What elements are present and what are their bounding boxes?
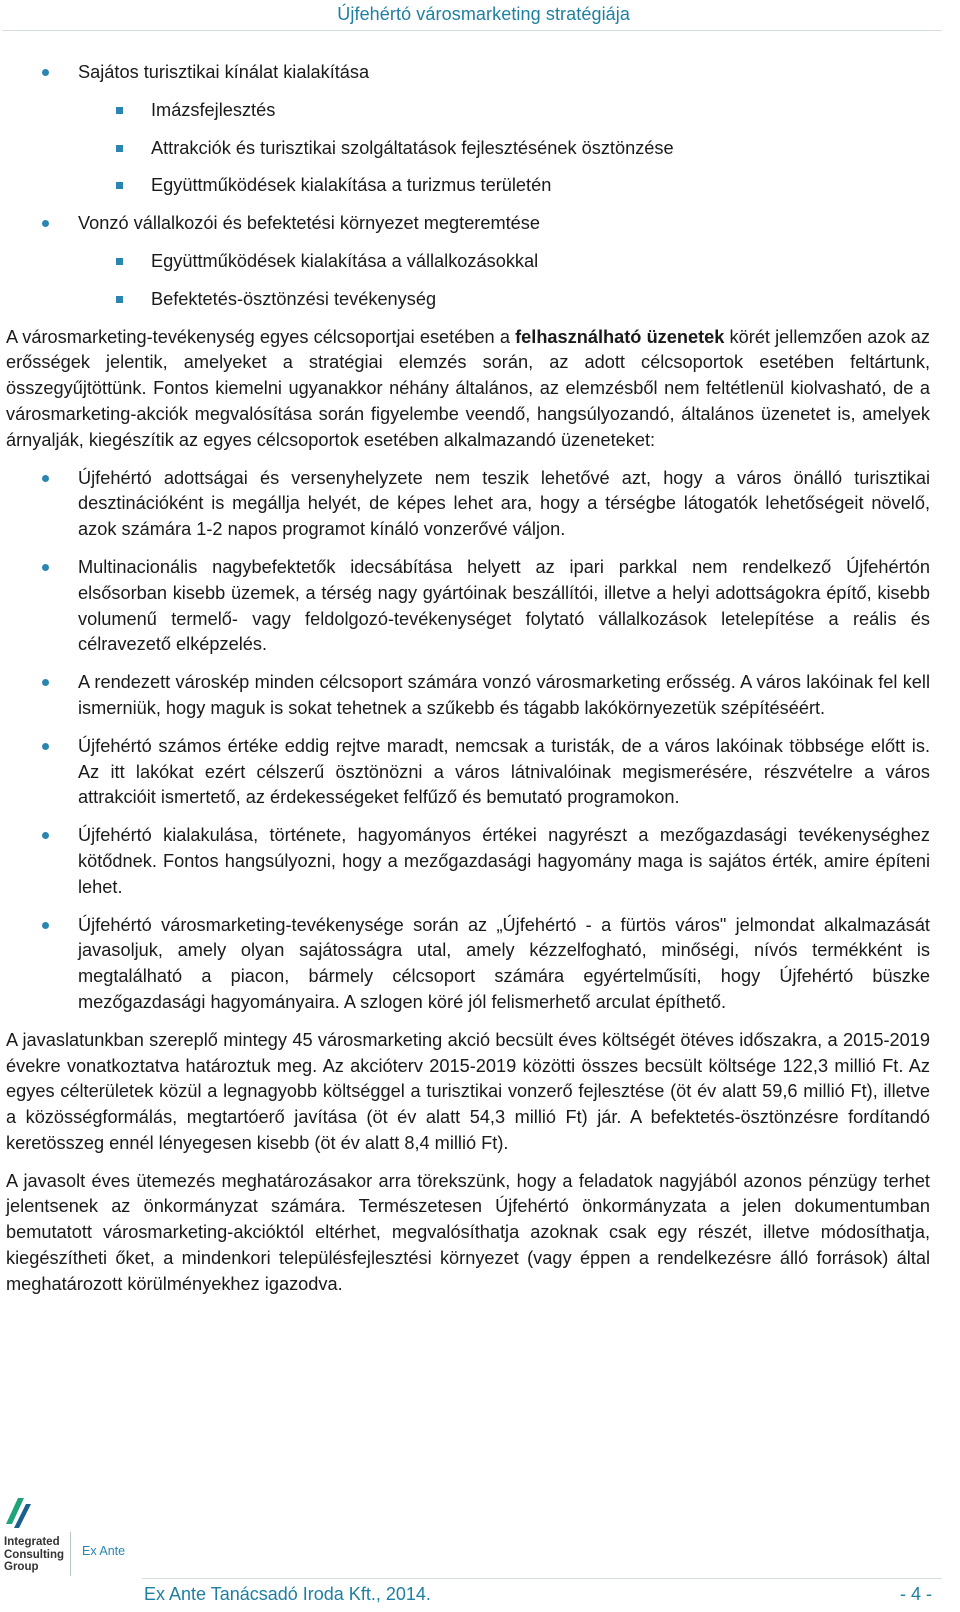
outline-sublist <box>6 98 930 199</box>
outline-subitem: Imázsfejlesztés <box>6 98 930 124</box>
footer-company: Ex Ante Tanácsadó Iroda Kft., 2014. <box>144 1584 431 1604</box>
message-item: Újfehértó városmarketing-tevékenysége során az „Újfehértó - a fürtös város" jelmondat alkalmazását javasoljuk, amely olyan sajátosságra utal, amely kézzelfogható, minőségi, nívós termékként is megtalálható a piacon, bármely célcsoport számára egyértelműsíti, hogy Újfehértó büszke mezőgazdasági hagyományaira. A szlogen köré jól felismerhető arculat építhető. <box>6 913 930 1016</box>
outline-sublist <box>6 249 930 313</box>
outline-item-text: Vonzó vállalkozói és befektetési környezet megteremtése <box>6 211 930 237</box>
footer-divider <box>142 1578 942 1579</box>
running-header: Újfehértó városmarketing stratégiája <box>337 4 630 24</box>
logo-line: Integrated <box>4 1536 60 1548</box>
outline-item <box>6 60 930 199</box>
intro-text-end: körét jellemzően azok az erősségek jelentik, amelyeket a stratégiai elemzés során, az adott célcsoportok esetében feltártunk, összegyűjtöttünk. Fontos kiemelni ugyanakkor néhány általános, az elemzésből nem feltétlenül kiolvasható, de a városmarketing-akciók megvalósítása során figyelembe veendő, hangsúlyozandó, általános üzenetet is, amelyek árnyalják, kiegészítik az egyes célcsoportok esetében alkalmazandó üzeneteket: <box>6 326 930 450</box>
icg-logo-icon <box>4 1494 32 1532</box>
message-item: A rendezett városkép minden célcsoport számára vonzó városmarketing erősség. A város lakóinak fel kell ismerniük, hogy maguk is sokat tehetnek a szűkebb és tágabb lakókörnyezetük szépítéséért. <box>6 670 930 722</box>
outline-subitem: Együttműködések kialakítása a turizmus területén <box>6 173 930 199</box>
budget-paragraph: A javaslatunkban szereplő mintegy 45 városmarketing akció becsült éves költségét ötéves időszakra, a 2015-2019 évekre vonatkoztatva határoztuk meg. Az akcióterv 2015-2019 közötti összes becsült költsége 122,3 millió Ft. Az egyes célterületek közül a legnagyobb költséggel a turisztikai vonzerő fejlesztése (öt év alatt 59,6 millió Ft), illetve a közösségformálás, megtartóerő javítása (öt év alatt 54,3 millió Ft) jár. A befektetés-ösztönzésre fordítandó keretösszeg ennél lényegesen kisebb (öt év alatt 8,4 millió Ft). <box>6 1029 930 1153</box>
outline-subitem: Együttműködések kialakítása a vállalkozásokkal <box>6 249 930 275</box>
outline-subitem: Befektetés-ösztönzési tevékenység <box>6 287 930 313</box>
logo-line: Consulting <box>4 1548 65 1561</box>
logo-divider <box>70 1532 71 1576</box>
outline-item <box>6 211 930 312</box>
logo-brand: Ex Ante <box>82 1544 126 1558</box>
goal-outline <box>6 60 930 313</box>
logo-wordmark <box>4 1536 64 1574</box>
header-divider <box>2 30 942 31</box>
outline-subitem: Attrakciók és turisztikai szolgáltatások fejlesztésének ösztönzése <box>6 136 930 162</box>
scheduling-paragraph: A javasolt éves ütemezés meghatározásakor arra törekszünk, hogy a feladatok nagyjából azonos pénzügy terhet jelentsenek az önkormányzat számára. Természetesen Újfehértó önkormányzata a jelen dokumentumban bemutatott városmarketing-akcióktól eltérhet, megvalósíthatja azoknak csak egy részét, illetve módosíthatja, kiegészítheti őket, a mindenkori településfejlesztési környezet (vagy éppen a rendelkezésre álló források) által meghatározott körülményekhez igazodva. <box>6 1170 930 1294</box>
document-body <box>6 60 930 1310</box>
message-list <box>6 466 930 1016</box>
page-number: - 4 - <box>899 1584 932 1604</box>
outline-item-text: Sajátos turisztikai kínálat kialakítása <box>6 60 930 86</box>
intro-text-start: A városmarketing-tevékenység egyes célcsoportjai esetében a <box>6 326 516 347</box>
intro-bold-phrase: felhasználható üzenetek <box>515 326 725 347</box>
page-footer <box>0 1492 960 1612</box>
message-item: Újfehértó adottságai és versenyhelyzete nem teszik lehetővé azt, hogy a város önálló turisztikai desztinációként is megállja helyét, de képes lehet ara, hogy a térségbe látogatók lehetőségeit növelő, azok számára 1-2 napos programot kínáló vonzerővé váljon. <box>6 466 930 543</box>
logo-line: Group <box>4 1561 39 1573</box>
message-item: Újfehértó számos értéke eddig rejtve maradt, nemcsak a turisták, de a város lakóinak többsége előtt is. Az itt lakókat ezért célszerű ösztönözni a város látnivalóinak megismerésére, részvételre a város attrakcióit ismertető, az érdekességeket felfűző és bemutató programokon. <box>6 734 930 811</box>
message-item: Újfehértó kialakulása, története, hagyományos értékei nagyrészt a mezőgazdasági tevékenységhez kötődnek. Fontos hangsúlyozni, hogy a mezőgazdasági hagyomány maga is sajátos érték, amire építeni lehet. <box>6 823 930 900</box>
message-item: Multinacionális nagybefektetők idecsábítása helyett az ipari parkkal nem rendelkező Újfehértón elsősorban kisebb üzemek, a térség nagy gyártóinak beszállítói, illetve a helyi adottságokra építő, kisebb volumenű termelő- vagy feldolgozó-tevékenységet folytató vállalkozások letelepítése a reális és célravezető elképzelés. <box>6 555 930 658</box>
intro-paragraph <box>6 325 930 454</box>
